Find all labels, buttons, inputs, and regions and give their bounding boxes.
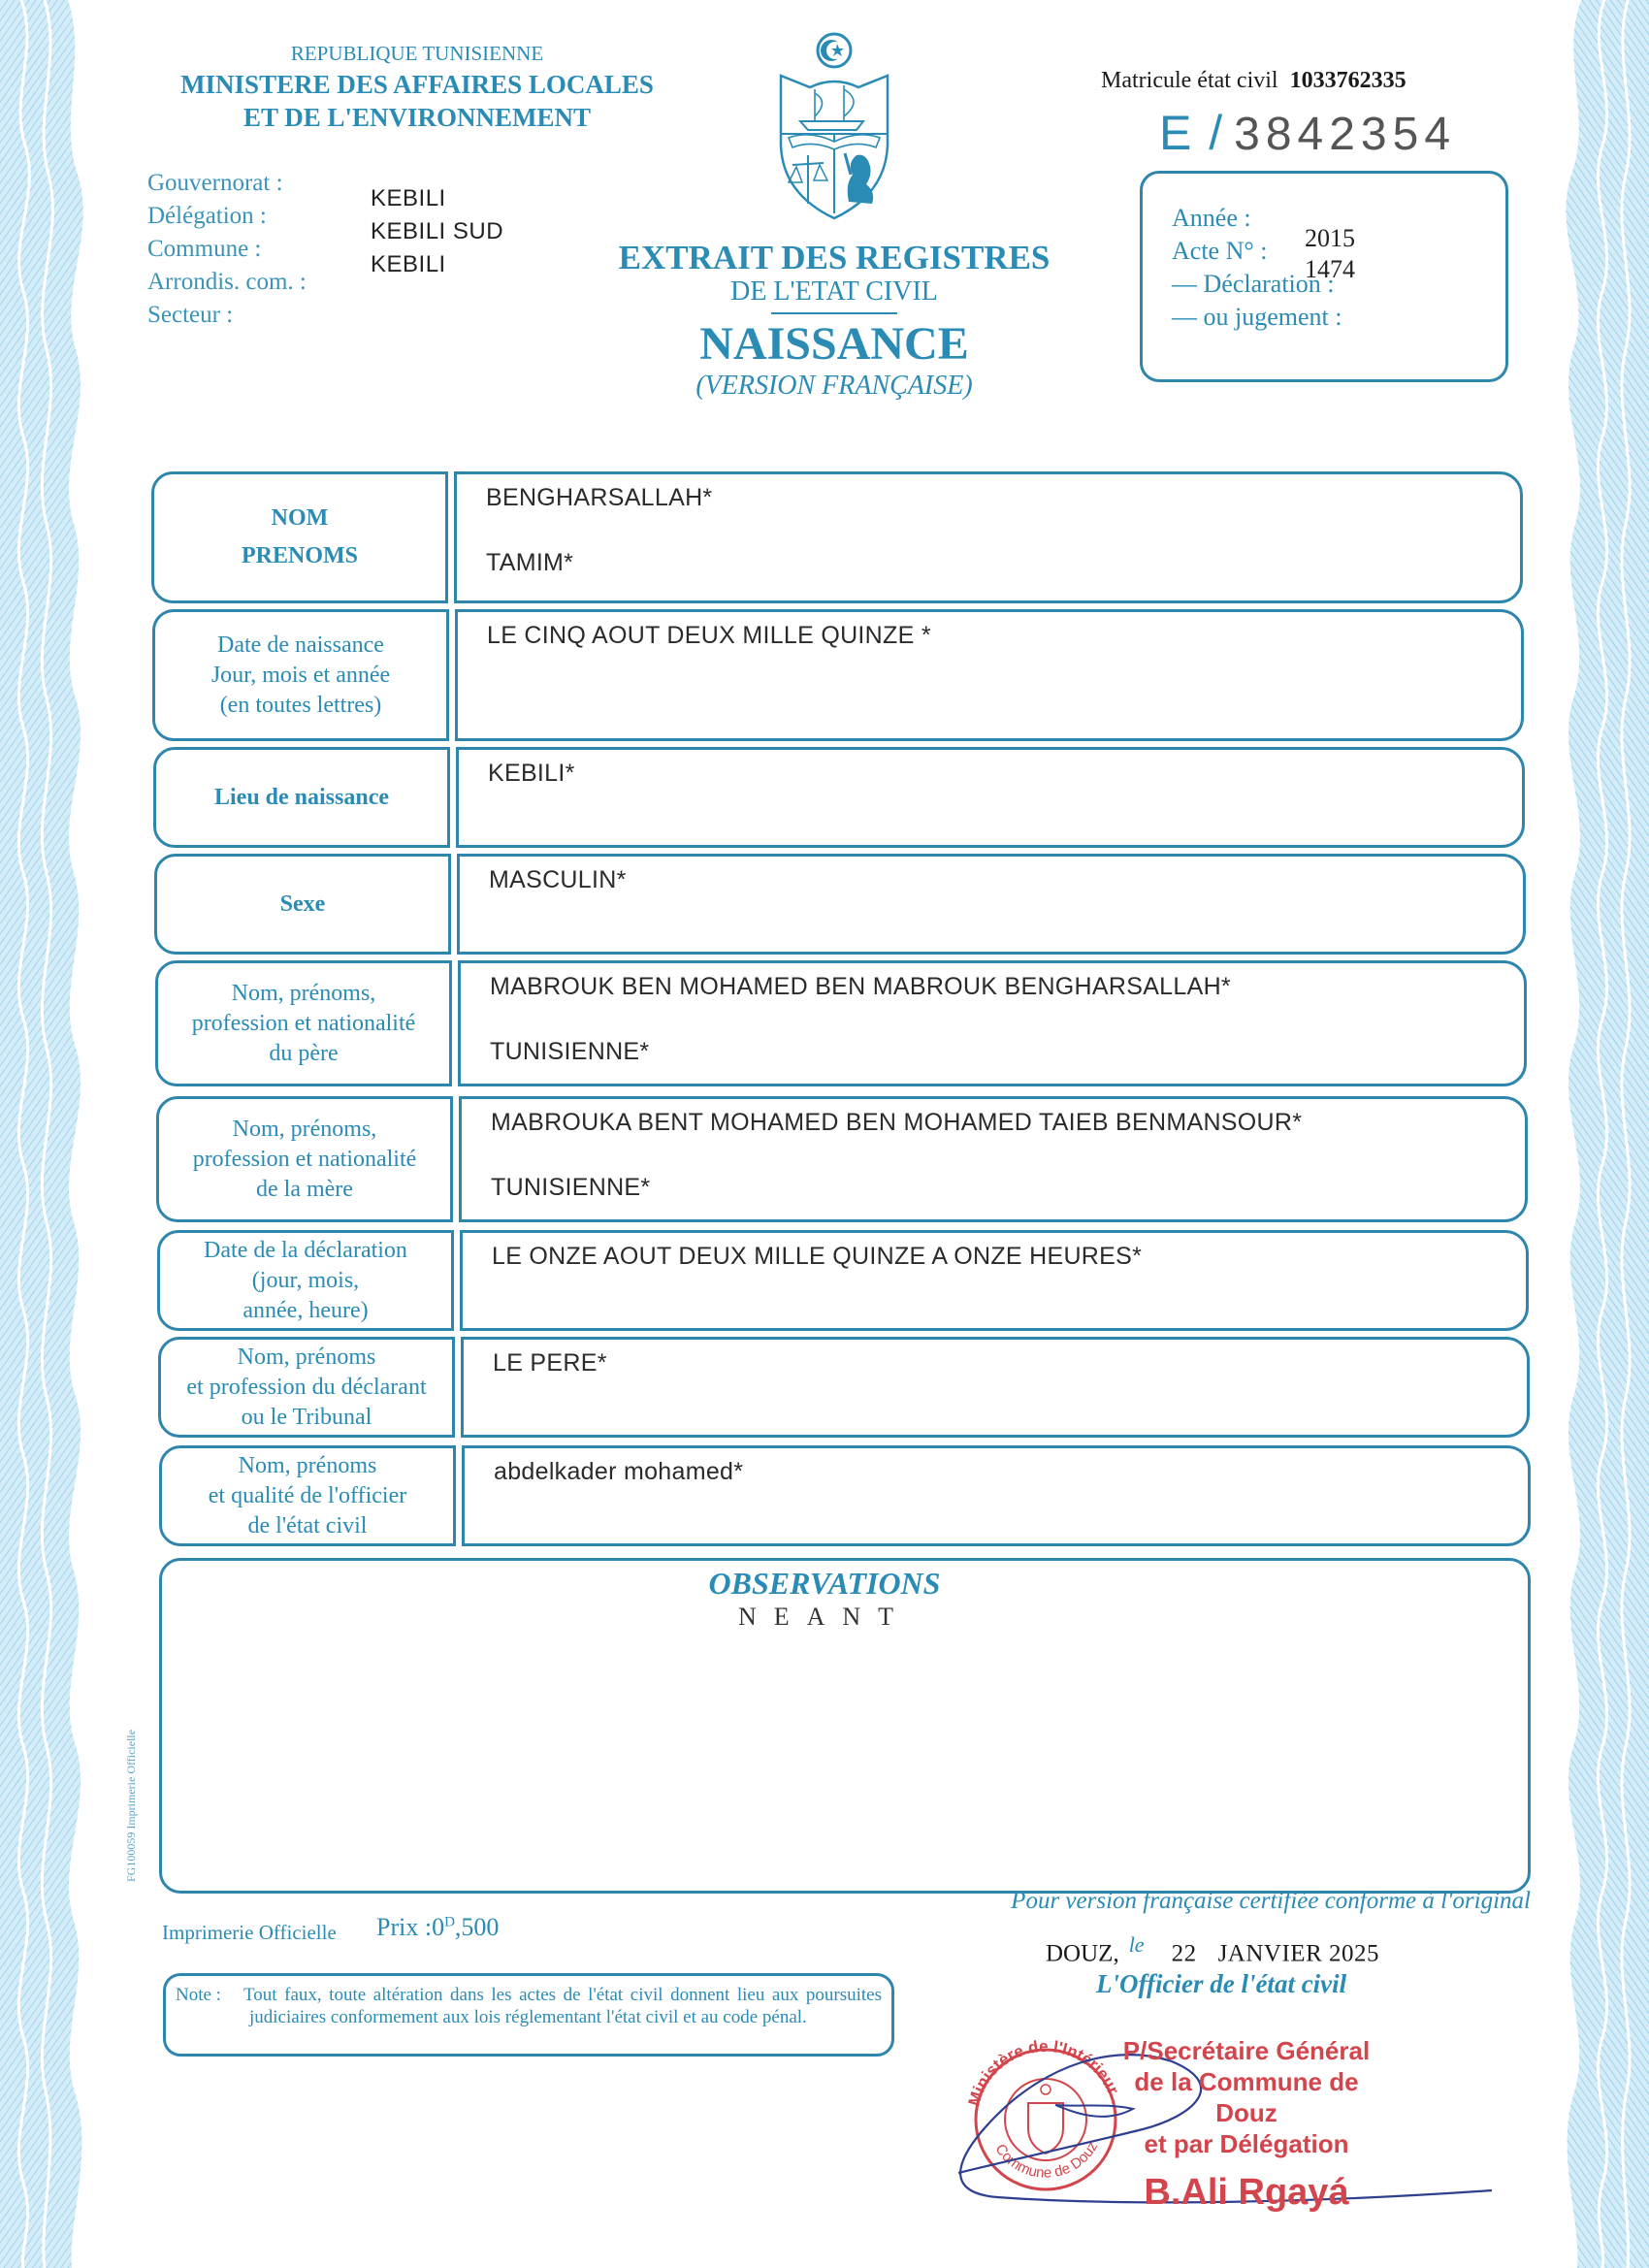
- value-delegation: KEBILI SUD: [371, 218, 504, 244]
- place-date: DOUZ, le 22 JANVIER 2025: [1046, 1932, 1379, 1967]
- stamp-signatory: B.Ali Rgayá: [1144, 2172, 1349, 2213]
- place: DOUZ: [1046, 1940, 1114, 1967]
- stamp-text: [1116, 2035, 1377, 2219]
- table-row: [156, 1096, 1528, 1222]
- row-label-line: Nom, prénoms: [237, 1344, 376, 1370]
- row-label: [159, 1445, 456, 1546]
- matricule-label: Matricule état civil: [1101, 68, 1278, 93]
- row-value-line: LE PERE*: [493, 1349, 607, 1377]
- date-month-year: JANVIER 2025: [1217, 1940, 1379, 1967]
- value-annee: 2015: [1305, 224, 1355, 252]
- row-label: [152, 609, 449, 741]
- label-secteur: Secteur :: [147, 302, 234, 328]
- row-label-line: (en toutes lettres): [219, 692, 382, 718]
- title-etat-civil: DE L'ETAT CIVIL: [730, 276, 938, 307]
- row-label-line: Date de naissance: [217, 632, 384, 658]
- row-label-line: (jour, mois,: [251, 1267, 360, 1293]
- row-value: [456, 747, 1525, 848]
- tunisia-coat-of-arms-icon: [771, 29, 897, 223]
- row-value-line: abdelkader mohamed*: [494, 1458, 744, 1485]
- row-label: [153, 747, 450, 848]
- row-label-line: Jour, mois et année: [210, 662, 391, 688]
- table-row: [151, 471, 1523, 603]
- seal-text-bottom: Commune de Douz: [991, 2138, 1102, 2182]
- label-gouvernorat: Gouvernorat :: [147, 170, 283, 196]
- row-label-line: profession et nationalité: [192, 1146, 417, 1172]
- row-value-line: TUNISIENNE*: [490, 1038, 650, 1065]
- serial-number: [1159, 105, 1456, 161]
- admin-labels: [147, 167, 307, 332]
- row-label-line: année, heure): [242, 1297, 369, 1323]
- matricule-value: 1033762335: [1289, 68, 1406, 93]
- stamp-line-1: P/Secrétaire Général: [1122, 2036, 1371, 2065]
- row-value-line: LE ONZE AOUT DEUX MILLE QUINZE A ONZE HEURES*: [492, 1243, 1143, 1270]
- certification-text: Pour version française certifiée conforme à l'original: [1011, 1888, 1531, 1914]
- row-label: [157, 1230, 454, 1331]
- stamp-line-2: de la Commune de Douz: [1134, 2067, 1359, 2127]
- ministry-line-1: MINISTERE DES AFFAIRES LOCALES: [180, 70, 654, 99]
- title-naissance: NAISSANCE: [699, 318, 969, 370]
- guilloche-border-left: [0, 0, 146, 2268]
- value-gouvernorat: KEBILI: [371, 185, 446, 211]
- table-row: [158, 1337, 1530, 1438]
- label-declaration: — Déclaration :: [1172, 270, 1335, 298]
- row-value: [455, 609, 1524, 741]
- row-label: [158, 1337, 455, 1438]
- row-label-line: profession et nationalité: [191, 1010, 416, 1036]
- title-divider: [771, 312, 897, 314]
- row-value-line: BENGHARSALLAH*: [486, 484, 713, 511]
- row-value: [454, 471, 1523, 603]
- row-label: [156, 1096, 453, 1222]
- price: [376, 1913, 499, 1942]
- label-acte: Acte N° :: [1172, 237, 1268, 265]
- row-label: [155, 960, 452, 1086]
- note-label: Note :: [176, 1985, 221, 2005]
- row-label-line: Nom, prénoms,: [231, 980, 376, 1006]
- table-row: [153, 747, 1525, 848]
- row-label-line: Nom, prénoms: [238, 1452, 377, 1478]
- price-label: Prix :0: [376, 1913, 445, 1941]
- row-value: [459, 1096, 1528, 1222]
- admin-values: [371, 182, 503, 281]
- row-value-line: MASCULIN*: [489, 866, 627, 893]
- legal-note: [163, 1973, 894, 2057]
- table-row: [152, 609, 1524, 741]
- seal-text-top: Ministère de l'Intérieur: [964, 2036, 1123, 2109]
- table-row: [155, 960, 1527, 1086]
- row-label-line: PRENOMS: [242, 543, 358, 568]
- observations-value: NEANT: [737, 1603, 912, 1631]
- wave-pattern-left-icon: [0, 0, 146, 2268]
- label-commune: Commune :: [147, 236, 262, 262]
- row-value: [461, 1337, 1530, 1438]
- republic-heading: REPUBLIQUE TUNISIENNE: [290, 42, 544, 65]
- observations-title: OBSERVATIONS: [708, 1566, 941, 1601]
- serial-value: 3842354: [1234, 109, 1457, 160]
- row-value: [462, 1445, 1531, 1546]
- label-annee: Année :: [1172, 204, 1251, 232]
- svg-text:Ministère de l'Intérieur: [964, 2037, 1122, 2108]
- ministry-line-2: ET DE L'ENVIRONNEMENT: [242, 103, 592, 132]
- row-value-line: MABROUKA BENT MOHAMED BEN MOHAMED TAIEB BENMANSOUR*: [491, 1109, 1303, 1136]
- row-label: [151, 471, 448, 603]
- row-value: [457, 854, 1526, 955]
- price-unit: D: [444, 1914, 455, 1930]
- title-extrait: EXTRAIT DES REGISTRES: [618, 239, 1051, 276]
- row-label-line: et qualité de l'officier: [208, 1482, 407, 1508]
- price-value: ,500: [454, 1913, 500, 1941]
- date-day: 22: [1171, 1940, 1197, 1967]
- printer-code: FG100059 Imprimerie Officielle: [124, 1729, 138, 1882]
- row-label-line: Sexe: [279, 891, 326, 917]
- date-le: le: [1128, 1932, 1145, 1957]
- row-value-line: TAMIM*: [486, 549, 574, 576]
- row-value: [458, 960, 1527, 1086]
- row-label-line: du père: [269, 1040, 339, 1066]
- row-value-line: LE CINQ AOUT DEUX MILLE QUINZE *: [487, 622, 931, 649]
- note-text: Tout faux, toute altération dans les actes de l'état civil donnent lieu aux poursuites judiciaires conformement aux lois réglementant l'état civil et au code pénal.: [243, 1985, 882, 2027]
- value-commune: KEBILI: [371, 251, 446, 277]
- row-value-line: KEBILI*: [488, 760, 575, 787]
- acte-values: [1305, 223, 1355, 285]
- stamp-line-3: et par Délégation: [1144, 2129, 1349, 2158]
- row-label: [154, 854, 451, 955]
- table-row: [157, 1230, 1529, 1331]
- row-label-line: NOM: [271, 505, 329, 531]
- matricule: [1101, 68, 1406, 94]
- table-row: [154, 854, 1526, 955]
- label-arrondissement: Arrondis. com. :: [147, 269, 307, 295]
- value-acte: 1474: [1305, 255, 1355, 283]
- row-label-line: ou le Tribunal: [241, 1404, 372, 1430]
- row-value-line: MABROUK BEN MOHAMED BEN MABROUK BENGHARSALLAH*: [490, 973, 1231, 1000]
- row-value: [460, 1230, 1529, 1331]
- row-label-line: et profession du déclarant: [186, 1374, 427, 1400]
- row-label-line: Nom, prénoms,: [232, 1116, 377, 1142]
- row-label-line: de la mère: [256, 1176, 353, 1202]
- label-jugement: — ou jugement :: [1172, 303, 1342, 331]
- row-label-line: Lieu de naissance: [213, 784, 390, 810]
- document-title-block: [543, 239, 1125, 402]
- row-label-line: Date de la déclaration: [204, 1237, 407, 1263]
- table-row: [159, 1445, 1531, 1546]
- officer-title: L'Officier de l'état civil: [1096, 1969, 1347, 1998]
- title-version: (VERSION FRANÇAISE): [695, 371, 973, 401]
- label-delegation: Délégation :: [147, 203, 267, 229]
- ministry-heading: [146, 68, 689, 134]
- imprimerie-label: Imprimerie Officielle: [162, 1921, 337, 1944]
- serial-prefix: E /: [1159, 106, 1225, 160]
- row-value-line: TUNISIENNE*: [491, 1174, 651, 1201]
- row-label-line: de l'état civil: [247, 1512, 368, 1539]
